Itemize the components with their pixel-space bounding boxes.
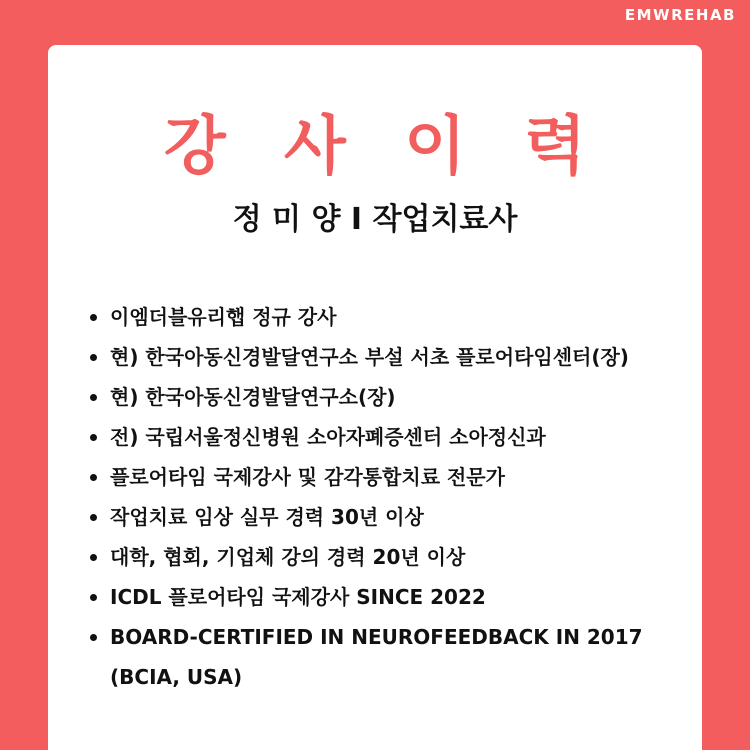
list-item [88,297,643,337]
bullet-icon [90,354,97,361]
list-item-text: 현) 한국아동신경발달연구소(장) [110,385,396,409]
career-list [88,297,643,697]
bullet-icon [90,314,97,321]
list-item [88,337,643,377]
list-item-text: 작업치료 임상 실무 경력 30년 이상 [110,505,424,529]
list-item-text: 이엠더블유리햅 정규 강사 [110,305,337,329]
list-item-text: 전) 국립서울정신병원 소아자폐증센터 소아정신과 [110,425,546,449]
list-item-text: BOARD-CERTIFIED IN NEUROFEEDBACK IN 2017 [110,625,643,649]
bullet-icon [90,514,97,521]
page-title: 강 사 이 력 [163,110,605,184]
instructor-name: 정 미 양 I 작업치료사 [232,202,518,237]
list-item-text: 플로어타임 국제강사 및 감각통합치료 전문가 [110,465,505,489]
list-item-text: 현) 한국아동신경발달연구소 부설 서초 플로어타임센터(장) [110,345,629,369]
bullet-icon [90,474,97,481]
profile-card [48,45,702,750]
list-item [88,417,643,457]
bullet-icon [90,434,97,441]
list-item [88,617,643,697]
bullet-icon [90,634,97,641]
bullet-icon [90,554,97,561]
list-item-text: ICDL 플로어타임 국제강사 SINCE 2022 [110,585,486,609]
list-item [88,497,643,537]
list-item-text: 대학, 협회, 기업체 강의 경력 20년 이상 [110,545,466,569]
brand-label: EMWREHAB [624,6,736,24]
list-item [88,577,643,617]
list-item [88,537,643,577]
list-item [88,377,643,417]
list-item [88,457,643,497]
list-item-continuation: (BCIA, USA) [110,665,243,689]
bullet-icon [90,394,97,401]
bullet-icon [90,594,97,601]
